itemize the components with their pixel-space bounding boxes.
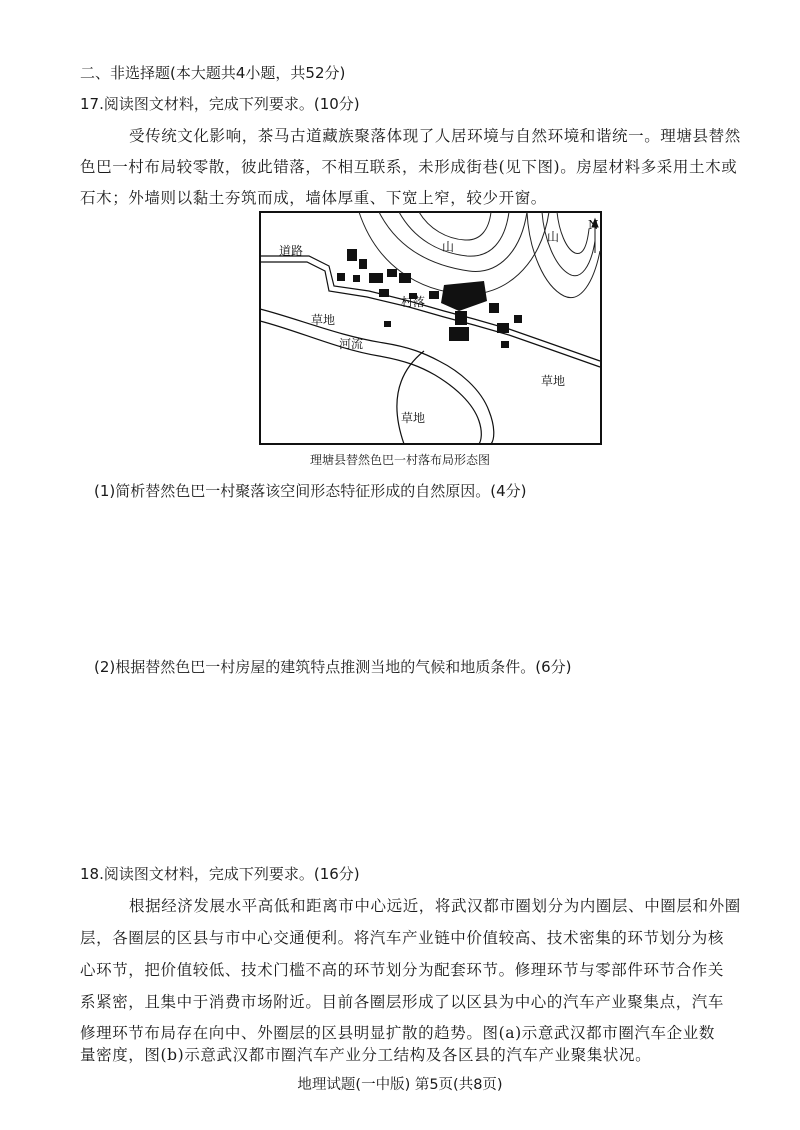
- map-label-mountain-1: 山: [442, 240, 455, 254]
- q18-paragraph-line-1: 根据经济发展水平高低和距离市中心远近，将武汉都市圈划分为内圈层、中圈层和外圈: [129, 897, 741, 915]
- section-heading: 二、非选择题(本大题共4小题，共52分): [80, 64, 346, 82]
- map-label-mountain-2: 山: [547, 230, 560, 244]
- q17-paragraph-line-2: 色巴一村布局较零散，彼此错落，不相互联系，未形成街巷(见下图)。房屋材料多采用土木或: [80, 158, 738, 176]
- question-17-title: 17.阅读图文材料，完成下列要求。(10分): [80, 95, 360, 113]
- village-layout-map: [259, 211, 602, 445]
- q18-paragraph-line-6: 量密度，图(b)示意武汉都市圈汽车产业分工结构及各区县的汽车产业聚集状况。: [80, 1046, 652, 1064]
- map-label-river: 河流: [339, 337, 364, 351]
- page-footer: 地理试题(一中版) 第5页(共8页): [297, 1077, 503, 1093]
- q17-subquestion-1: (1)简析替然色巴一村聚落该空间形态特征形成的自然原因。(4分): [94, 482, 527, 500]
- question-18-title: 18.阅读图文材料，完成下列要求。(16分): [80, 865, 360, 883]
- q18-paragraph-line-2: 层，各圈层的区县与市中心交通便利。将汽车产业链中价值较高、技术密集的环节划分为核: [80, 929, 725, 947]
- map-caption: 理塘县替然色巴一村落布局形态图: [309, 453, 490, 467]
- q18-paragraph-line-4: 系紧密，且集中于消费市场附近。目前各圈层形成了以区县为中心的汽车产业聚集点，汽车: [80, 993, 725, 1011]
- q18-paragraph-line-3: 心环节，把价值较低、技术门槛不高的环节划分为配套环节。修理环节与零部件环节合作关: [80, 961, 725, 979]
- map-label-village: 村落: [401, 295, 426, 309]
- north-arrow-label: N: [588, 218, 599, 232]
- map-label-road: 道路: [279, 244, 304, 258]
- q18-paragraph-line-5: 修理环节布局存在向中、外圈层的区县明显扩散的趋势。图(a)示意武汉都市圈汽车企业数: [80, 1024, 715, 1042]
- q17-subquestion-2: (2)根据替然色巴一村房屋的建筑特点推测当地的气候和地质条件。(6分): [94, 658, 572, 676]
- map-label-grassland-2: 草地: [541, 374, 566, 388]
- map-label-grassland-1: 草地: [311, 313, 336, 327]
- q17-paragraph-line-3: 石木；外墙则以黏土夯筑而成，墙体厚重、下宽上窄，较少开窗。: [80, 189, 547, 207]
- q17-paragraph-line-1: 受传统文化影响，茶马古道藏族聚落体现了人居环境与自然环境和谐统一。理塘县替然: [129, 127, 741, 145]
- map-label-grassland-3: 草地: [401, 411, 426, 425]
